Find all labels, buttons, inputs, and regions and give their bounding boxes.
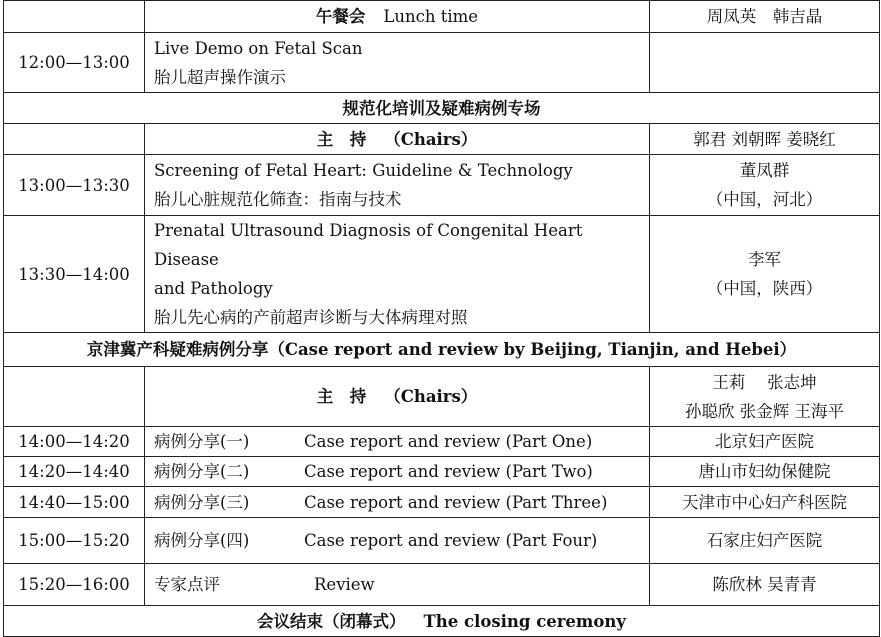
- topic-cell: 病例分享(一) Case report and review (Part One): [145, 427, 650, 457]
- review-row: [4, 564, 880, 606]
- demo-row: [4, 33, 880, 93]
- time-slot: 15:00—15:20: [4, 518, 145, 564]
- section-title: 规范化培训及疑难病例专场: [4, 93, 880, 124]
- time-slot: 12:00—13:00: [4, 33, 145, 93]
- topic-cell: Screening of Fetal Heart: Guideline & Technology 胎儿心脏规范化筛查：指南与技术: [145, 155, 650, 216]
- topic-cell: Live Demo on Fetal Scan 胎儿超声操作演示: [145, 33, 650, 93]
- time-cell: [4, 367, 145, 427]
- closing-row: [4, 606, 880, 637]
- lunch-row: [4, 1, 880, 33]
- section-title: 京津冀产科疑难病例分享（Case report and review by Beijing, Tianjin, and Hebei）: [4, 333, 880, 367]
- case-row: [4, 518, 880, 564]
- chairs-row: [4, 367, 880, 427]
- hospital-name: 石家庄妇产医院: [650, 518, 880, 564]
- time-slot: 14:40—15:00: [4, 487, 145, 518]
- speaker-cell: [650, 33, 880, 93]
- chairs-label: 主 持 （Chairs）: [145, 124, 650, 155]
- chairs-label: 主 持 （Chairs）: [145, 367, 650, 427]
- time-slot: 13:00—13:30: [4, 155, 145, 216]
- chair-names: 王莉 张志坤 孙聪欣 张金辉 王海平: [650, 367, 880, 427]
- case-row: [4, 427, 880, 457]
- time-slot: 14:00—14:20: [4, 427, 145, 457]
- time-slot: 15:20—16:00: [4, 564, 145, 606]
- speaker-cell: 董凤群 （中国，河北）: [650, 155, 880, 216]
- session-title: 午餐会 Lunch time: [145, 1, 650, 33]
- chairs-row: [4, 124, 880, 155]
- speaker-cell: 李军 （中国，陕西）: [650, 216, 880, 333]
- time-cell: [4, 1, 145, 33]
- closing-title: 会议结束（闭幕式） The closing ceremony: [4, 606, 880, 637]
- chair-names: 郭君 刘朝晖 姜晓红: [650, 124, 880, 155]
- host-names: 周凤英 韩吉晶: [650, 1, 880, 33]
- section-header: [4, 93, 880, 124]
- time-slot: 14:20—14:40: [4, 457, 145, 487]
- time-cell: [4, 124, 145, 155]
- hospital-name: 天津市中心妇产科医院: [650, 487, 880, 518]
- talk-row: [4, 155, 880, 216]
- topic-cell: Prenatal Ultrasound Diagnosis of Congenital Heart Disease and Pathology 胎儿先心病的产前超声诊断与大体病理对照: [145, 216, 650, 333]
- reviewer-names: 陈欣林 吴青青: [650, 564, 880, 606]
- topic-cell: 病例分享(二) Case report and review (Part Two): [145, 457, 650, 487]
- schedule-table: [3, 0, 880, 637]
- case-row: [4, 487, 880, 518]
- topic-cell: 专家点评 Review: [145, 564, 650, 606]
- case-row: [4, 457, 880, 487]
- topic-cell: 病例分享(四) Case report and review (Part Four): [145, 518, 650, 564]
- hospital-name: 唐山市妇幼保健院: [650, 457, 880, 487]
- topic-cell: 病例分享(三) Case report and review (Part Three): [145, 487, 650, 518]
- hospital-name: 北京妇产医院: [650, 427, 880, 457]
- section-header: [4, 333, 880, 367]
- talk-row: [4, 216, 880, 333]
- time-slot: 13:30—14:00: [4, 216, 145, 333]
